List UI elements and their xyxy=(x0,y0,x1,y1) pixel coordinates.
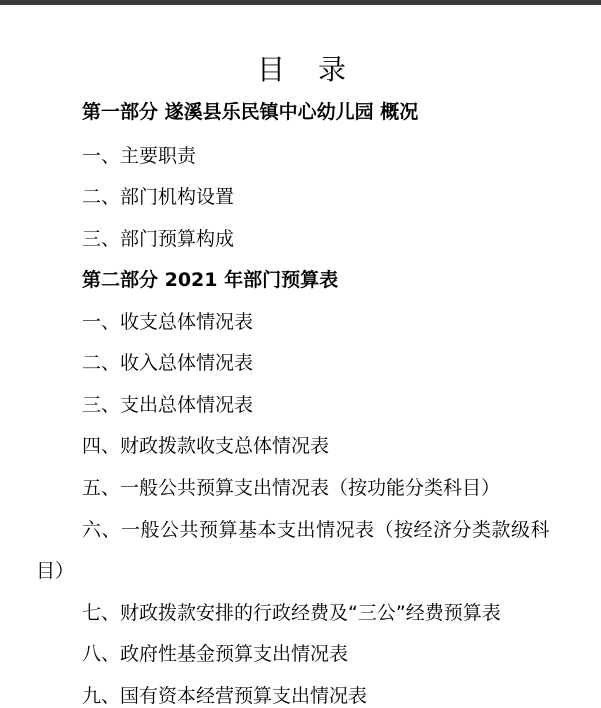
toc-item-government-fund: 八、政府性基金预算支出情况表 xyxy=(82,643,349,665)
part2-heading: 第二部分 2021 年部门预算表 xyxy=(82,269,339,291)
toc-item-overall-revenue-expenditure: 一、收支总体情况表 xyxy=(82,311,254,333)
toc-item-overall-expenditure: 三、支出总体情况表 xyxy=(82,394,254,416)
toc-item-fiscal-appropriation: 四、财政拨款收支总体情况表 xyxy=(82,435,330,457)
toc-item-dept-structure: 二、部门机构设置 xyxy=(82,186,235,208)
toc-item-overall-revenue: 二、收入总体情况表 xyxy=(82,352,254,374)
part1-heading: 第一部分 遂溪县乐民镇中心幼儿园 概况 xyxy=(82,101,419,123)
page-title: 目 录 xyxy=(257,53,358,86)
toc-item-state-capital: 九、国有资本经营预算支出情况表 xyxy=(82,685,368,707)
toc-item-budget-composition: 三、部门预算构成 xyxy=(82,228,235,250)
toc-item-basic-expenditure-by-economic: 六、一般公共预算基本支出情况表（按经济分类款级科 xyxy=(82,519,551,541)
toc-item-main-duties: 一、主要职责 xyxy=(82,145,197,167)
toc-item-three-public-expenses: 七、财政拨款安排的行政经费及“三公”经费预算表 xyxy=(82,602,501,624)
window-top-border xyxy=(0,0,601,5)
toc-item-basic-expenditure-continuation: 目） xyxy=(36,560,75,582)
toc-item-public-budget-by-function: 五、一般公共预算支出情况表（按功能分类科目） xyxy=(82,477,501,499)
